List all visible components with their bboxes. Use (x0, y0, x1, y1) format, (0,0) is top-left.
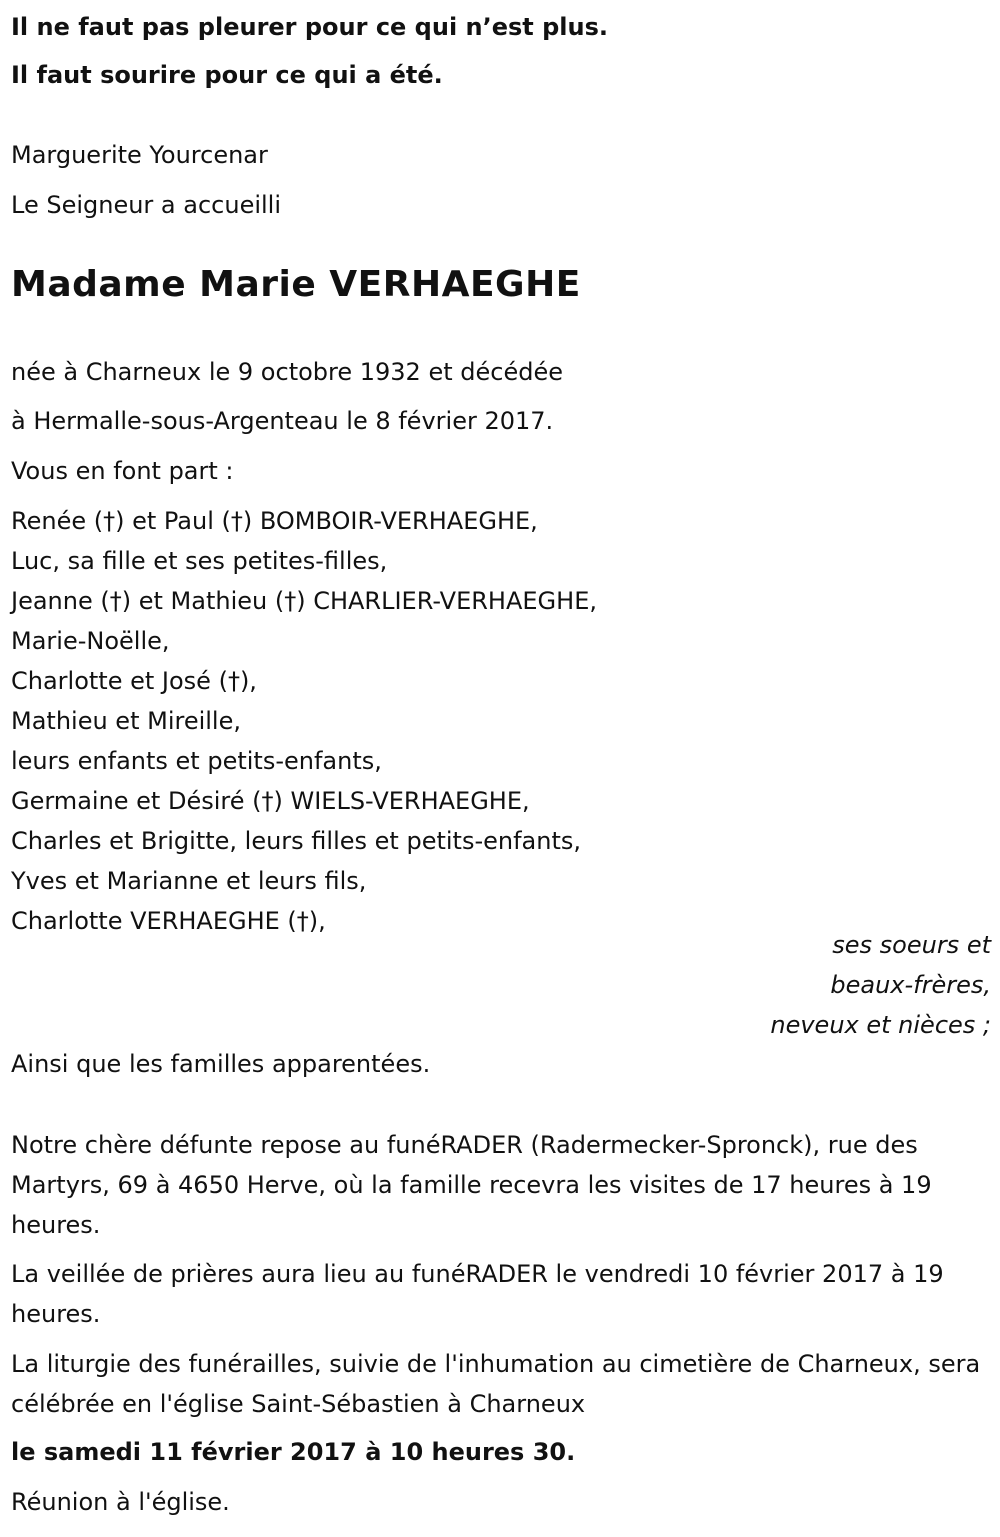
family-line: Marie-Noëlle, (11, 627, 170, 655)
announce: Vous en font part : (11, 457, 234, 485)
family-line: Luc, sa fille et ses petites-filles, (11, 547, 388, 575)
family-line: Germaine et Désiré (†) WIELS-VERHAEGHE, (11, 787, 530, 815)
families-line: Ainsi que les familles apparentées. (11, 1050, 431, 1078)
veillee-paragraph: La veillée de prières aura lieu au funéRADER le vendredi 10 février 2017 à 19 heures. (11, 1260, 944, 1328)
family-line: Jeanne (†) et Mathieu (†) CHARLIER-VERHAEGHE, (11, 587, 597, 615)
reunion-line: Réunion à l'église. (11, 1488, 230, 1516)
birth-line: née à Charneux le 9 octobre 1932 et décédée (11, 358, 563, 386)
quote-line-2: Il faut sourire pour ce qui a été. (11, 61, 443, 89)
repose-paragraph: Notre chère défunte repose au funéRADER (Radermecker-Spronck), rue des Martyrs, 69 à 4650 Herve, où la famille recevra les visites de 17 heures à 19 heures. (11, 1131, 932, 1239)
deceased-name: Madame Marie VERHAEGHE (11, 264, 581, 305)
relation-line: beaux-frères, (830, 971, 991, 999)
family-line: leurs enfants et petits-enfants, (11, 747, 382, 775)
intro: Le Seigneur a accueilli (11, 191, 282, 219)
funeral-date: le samedi 11 février 2017 à 10 heures 30. (11, 1438, 576, 1466)
obituary (11, 0, 991, 1537)
family-line: Renée (†) et Paul (†) BOMBOIR-VERHAEGHE, (11, 507, 538, 535)
quote-line-1: Il ne faut pas pleurer pour ce qui n’est plus. (11, 13, 609, 41)
family-line: Charlotte et José (†), (11, 667, 257, 695)
family-line: Charles et Brigitte, leurs filles et petits-enfants, (11, 827, 581, 855)
family-line: Charlotte VERHAEGHE (†), (11, 907, 326, 935)
family-line: Mathieu et Mireille, (11, 707, 241, 735)
relation-line: neveux et nièces ; (770, 1011, 991, 1039)
family-line: Yves et Marianne et leurs fils, (11, 867, 367, 895)
quote-author: Marguerite Yourcenar (11, 141, 268, 169)
death-line: à Hermalle-sous-Argenteau le 8 février 2017. (11, 407, 554, 435)
relation-line: ses soeurs et (832, 931, 991, 959)
liturgie-paragraph: La liturgie des funérailles, suivie de l'inhumation au cimetière de Charneux, sera célébrée en l'église Saint-Sébastien à Charneux (11, 1350, 981, 1418)
